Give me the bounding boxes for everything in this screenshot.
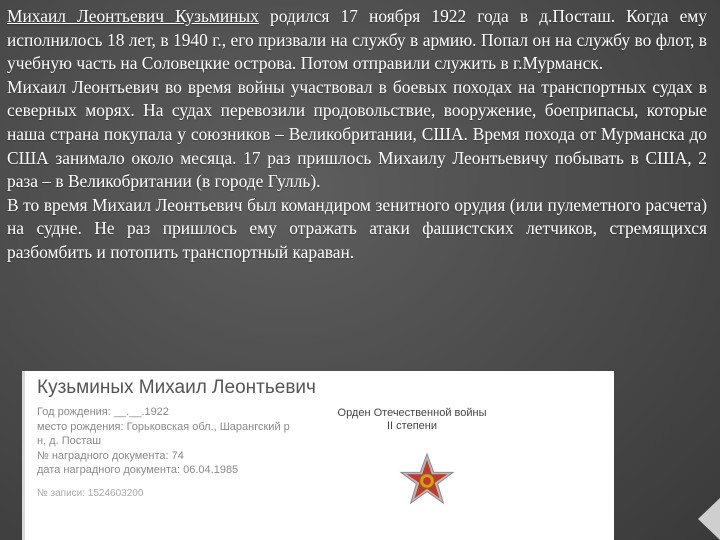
paragraph-1-rest: родился 17 ноября 1922 года в д.Посташ. Когда ему исполнилось 18 лет, в 1940 г., его призвали на службу в армию. Попал он на службу во флот, в учебную часть на Соловецкие острова. Потом отправили служить в г.Мурманск. (7, 6, 707, 74)
field-birth-place: место рождения: Горьковская обл., Шарангский р (37, 420, 290, 433)
paragraph-1 (7, 5, 707, 76)
award-card-name: Кузьминых Михаил Леонтьевич (37, 377, 316, 398)
award-name: Орден Отечественной войны II степени (337, 407, 487, 432)
next-slide-arrow-icon[interactable] (698, 498, 720, 540)
article-text (7, 5, 707, 265)
person-name-heading: Михаил Леонтьевич Кузьминых (7, 6, 259, 26)
medal-icon (398, 452, 456, 510)
award-record-card (22, 371, 614, 540)
paragraph-2: Михаил Леонтьевич во время войны участвовал в боевых походах на транспортных судах в северных морях. На судах перевозили продовольствие, вооружение, боеприпасы, которые наша страна покупала у союзников – Великобритании, США. Время похода от Мурманска до США занимало около месяца. 17 раз пришлось Михаилу Леонтьевичу побывать в США, 2 раза – в Великобритании (в городе Гулль). (7, 76, 707, 192)
field-record-id: № записи: 1524603200 (37, 487, 144, 499)
field-birth-year: Год рождения: __.__.1922 (37, 406, 169, 418)
field-document-date: дата наградного документа: 06.04.1985 (37, 464, 239, 476)
field-document-number: № наградного документа: 74 (37, 449, 184, 462)
award-card-fields (37, 405, 307, 501)
field-birth-place-cont: н, д. Посташ (37, 435, 102, 447)
paragraph-3: В то время Михаил Леонтьевич был командиром зенитного орудия (или пулеметного расчета) на судне. Не раз пришлось ему отражать атаки фашистских летчиков, стремящихся разбомбить и потопить транспортный караван. (7, 194, 707, 262)
